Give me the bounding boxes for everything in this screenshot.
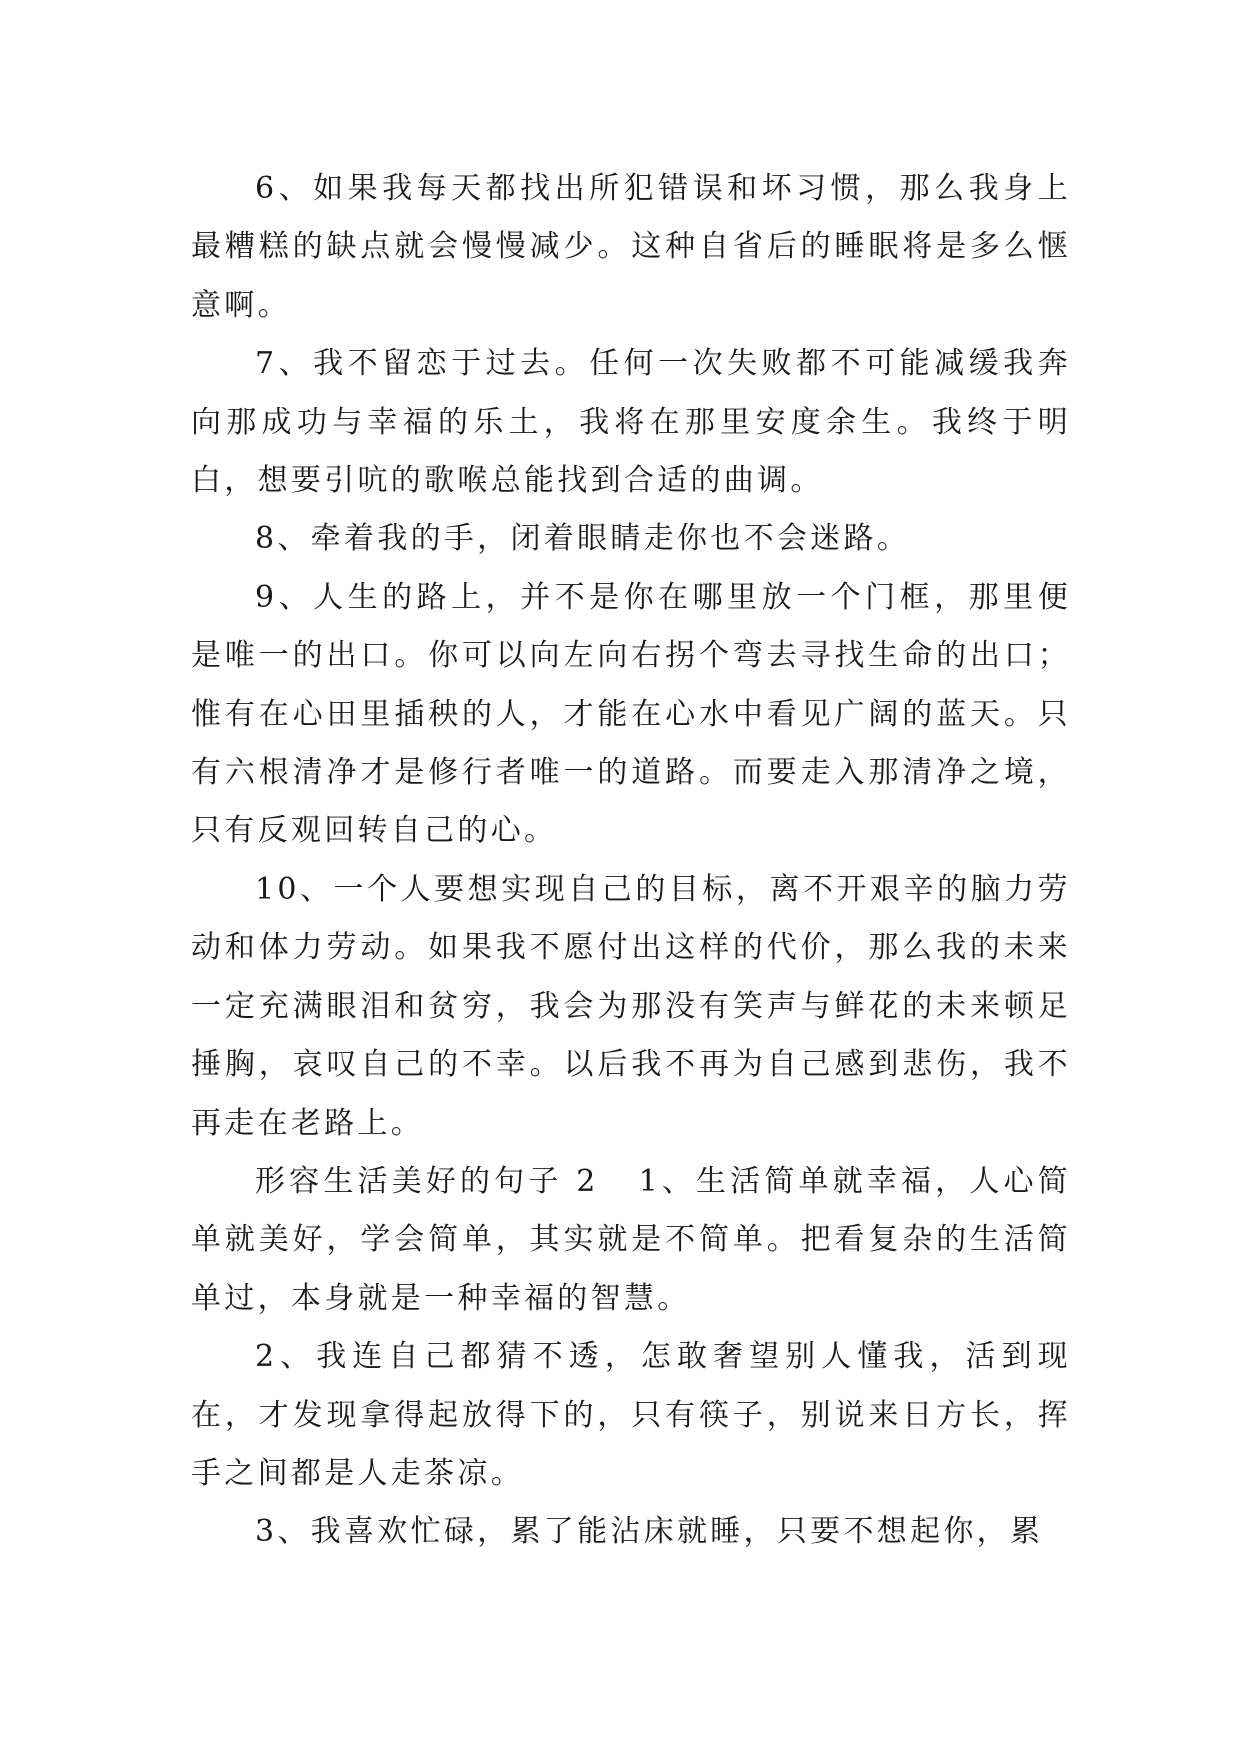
paragraph-7: 7、我不留恋于过去。任何一次失败都不可能减缓我奔向那成功与幸福的乐土，我将在那里安度余生。我终于明白，想要引吭的歌喉总能找到合适的曲调。 (191, 346, 1071, 499)
section-first-item: 1、生活简单就幸福，人心简单就美好，学会简单，其实就是不简单。把看复杂的生活简单过，本身就是一种幸福的智慧。 (191, 1163, 1071, 1316)
section-heading: 形容生活美好的句子 2 (255, 1163, 599, 1199)
section-paragraph (191, 1153, 1071, 1328)
paragraph-9: 9、人生的路上，并不是你在哪里放一个门框，那里便是唯一的出口。你可以向左向右拐个弯去寻找生命的出口；惟有在心田里插秧的人，才能在心水中看见广阔的蓝天。只有六根清净才是修行者唯一的道路。而要走入那清净之境，只有反观回转自己的心。 (191, 579, 1071, 849)
paragraph-2: 2、我连自己都猜不透，怎敢奢望别人懂我，活到现在，才发现拿得起放得下的，只有筷子，别说来日方长，挥手之间都是人走茶凉。 (191, 1339, 1071, 1491)
document-body (191, 160, 1071, 1562)
paragraph-6: 6、如果我每天都找出所犯错误和坏习惯，那么我身上最糟糕的缺点就会慢慢减少。这种自省后的睡眠将是多么惬意啊。 (191, 171, 1071, 323)
paragraph-3: 3、我喜欢忙碌，累了能沾床就睡，只要不想起你，累 (255, 1514, 1044, 1550)
paragraph-10: 10、一个人要想实现自己的目标，离不开艰辛的脑力劳动和体力劳动。如果我不愿付出这样的代价，那么我的未来一定充满眼泪和贫穷，我会为那没有笑声与鲜花的未来顿足捶胸，哀叹自己的不幸。以后我不再为自己感到悲伤，我不再走在老路上。 (191, 871, 1071, 1141)
paragraph-8: 8、牵着我的手，闭着眼睛走你也不会迷路。 (255, 521, 911, 557)
